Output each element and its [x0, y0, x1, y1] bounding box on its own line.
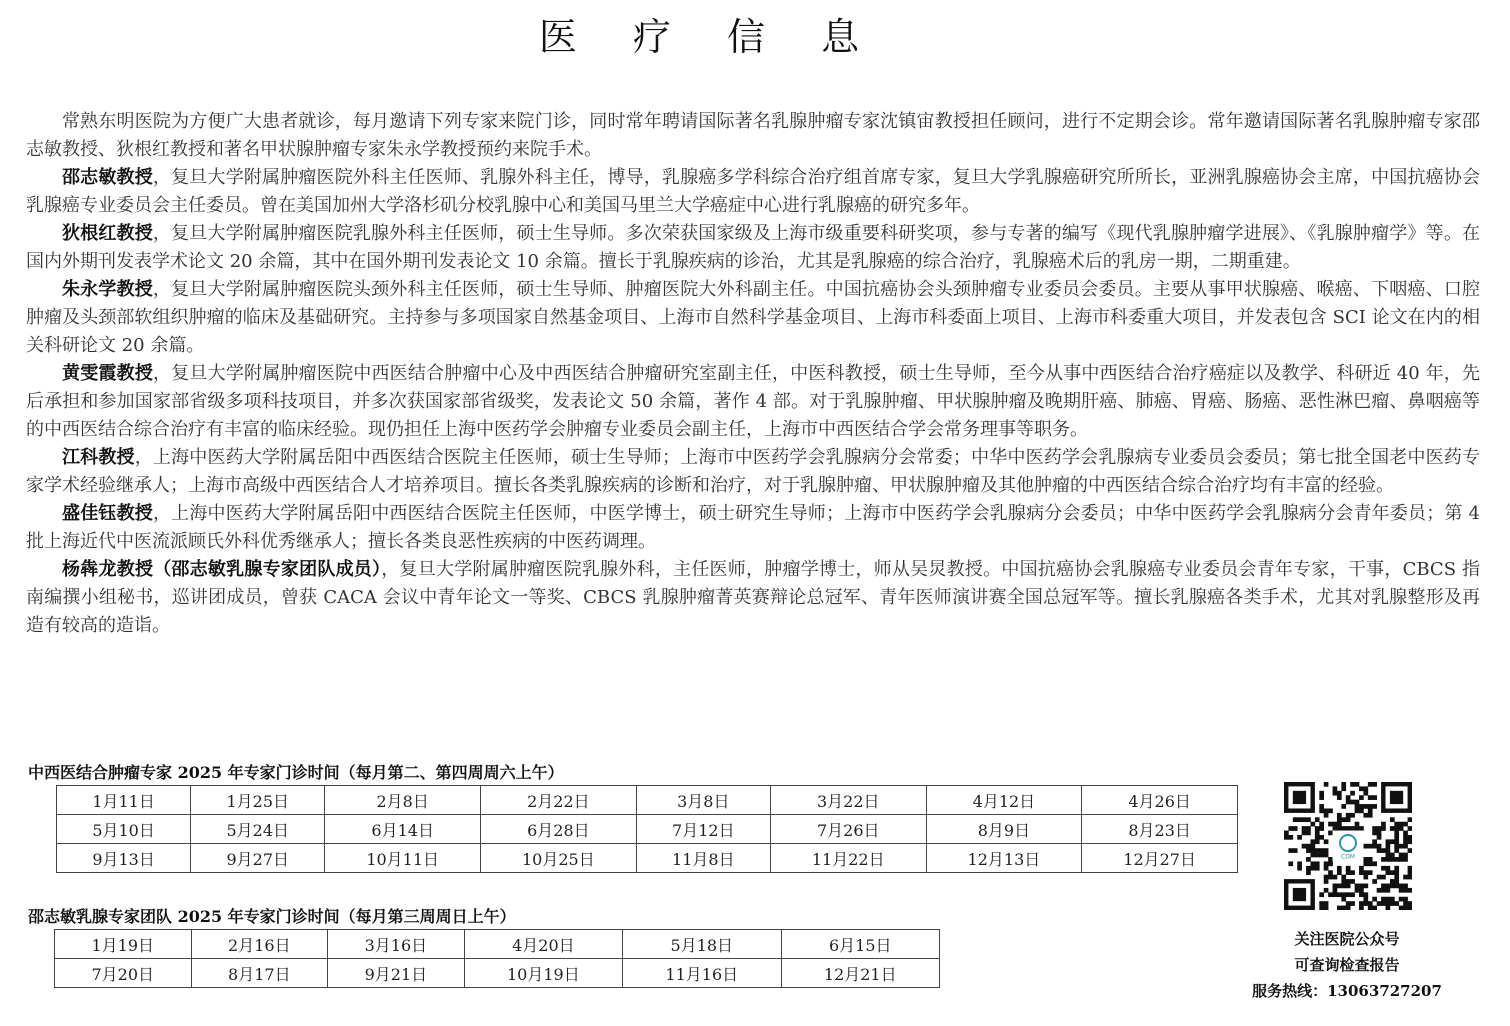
- schedule-date-cell: 1月19日: [55, 930, 192, 959]
- schedule-date-cell: 10月25日: [481, 844, 637, 873]
- body-text: [26, 108, 1480, 640]
- expert-desc: ，上海中医药大学附属岳阳中西医结合医院主任医师，硕士生导师；上海市中医药学会乳腺病分会常委；中华中医药学会乳腺病专业委员会委员；第七批全国老中医药专家学术经验继承人；上海市高级中西医结合人才培养项目。擅长各类乳腺疾病的诊断和治疗，对于乳腺肿瘤、甲状腺肿瘤及其他肿瘤的中西医结合综合治疗均有丰富的经验。: [26, 447, 1480, 496]
- schedule-date-cell: 1月25日: [191, 786, 325, 815]
- expert-desc: ，复旦大学附属肿瘤医院乳腺外科主任医师，硕士生导师。多次荣获国家级及上海市级重要科研奖项，参与专著的编写《现代乳腺肿瘤学进展》、《乳腺肿瘤学》等。在国内外期刊发表学术论文 20 余篇，其中在国外期刊发表论文 10 余篇。擅长于乳腺疾病的诊治，尤其是乳腺癌的综合治疗，乳腺癌术后的乳房一期，二期重建。: [26, 223, 1481, 272]
- schedule-date-cell: 12月27日: [1082, 844, 1238, 873]
- expert-name: 朱永学教授: [62, 279, 153, 300]
- schedule-date-cell: 2月16日: [191, 930, 328, 959]
- schedule-date-cell: 12月13日: [926, 844, 1082, 873]
- schedule-date-cell: 6月14日: [325, 815, 481, 844]
- expert-paragraph: [26, 220, 1480, 276]
- schedule-date-cell: 3月16日: [328, 930, 465, 959]
- qr-caption-line1: 关注医院公众号: [1294, 930, 1400, 948]
- expert-name: 江科教授: [62, 447, 135, 468]
- schedule-date-cell: 12月21日: [781, 959, 939, 988]
- schedule-date-cell: 3月22日: [770, 786, 926, 815]
- qr-logo-label: CDM: [1341, 853, 1355, 861]
- expert-desc: ，复旦大学附属肿瘤医院外科主任医师、乳腺外科主任，博导，乳腺癌多学科综合治疗组首席专家，复旦大学乳腺癌研究所所长，亚洲乳腺癌协会主席，中国抗癌协会乳腺癌专业委员会主任委员。曾在美国加州大学洛杉矶分校乳腺中心和美国马里兰大学癌症中心进行乳腺癌的研究多年。: [26, 167, 1481, 216]
- expert-name: 狄根红教授: [62, 223, 153, 244]
- expert-desc: ，复旦大学附属肿瘤医院中西医结合肿瘤中心及中西医结合肿瘤研究室副主任，中医科教授，硕士生导师，至今从事中西医结合治疗癌症以及教学、科研近 40 年，先后承担和参加国家部省级多项科技项目，并多次获国家部省级奖，发表论文 50 余篇，著作 4 部。对于乳腺肿瘤、甲状腺肿瘤及晚期肝癌、肺癌、胃癌、肠癌、恶性淋巴瘤、鼻咽癌等的中西医结合综合治疗有丰富的临床经验。现仍担任上海中医药学会肿瘤专业委员会副主任，上海市中西医结合学会常务理事等职务。: [26, 363, 1481, 440]
- schedule-date-cell: 8月17日: [191, 959, 328, 988]
- expert-name: 黄雯霞教授: [62, 363, 154, 384]
- schedule-date-cell: 5月10日: [57, 815, 191, 844]
- expert-name: 盛佳钰教授: [62, 503, 153, 524]
- schedule-date-cell: 4月20日: [464, 930, 622, 959]
- schedule-date-cell: 7月12日: [636, 815, 770, 844]
- schedule-date-cell: 10月19日: [464, 959, 622, 988]
- intro-paragraph: 常熟东明医院为方便广大患者就诊，每月邀请下列专家来院门诊，同时常年聘请国际著名乳腺肿瘤专家沈镇宙教授担任顾问，进行不定期会诊。常年邀请国际著名乳腺肿瘤专家邵志敏教授、狄根红教授和著名甲状腺肿瘤专家朱永学教授预约来院手术。: [26, 111, 1480, 160]
- expert-name: 邵志敏教授: [62, 167, 153, 188]
- qr-code: [1284, 782, 1412, 910]
- expert-paragraph: [26, 444, 1480, 500]
- schedule-date-cell: 4月26日: [1082, 786, 1238, 815]
- schedule-date-cell: 3月8日: [636, 786, 770, 815]
- schedule-date-cell: 11月22日: [770, 844, 926, 873]
- expert-paragraph: [26, 500, 1480, 556]
- schedule-date-cell: 5月24日: [191, 815, 325, 844]
- expert-paragraph: [26, 360, 1480, 444]
- schedule-date-cell: 2月22日: [481, 786, 637, 815]
- schedule-row: [55, 959, 940, 988]
- schedule-row: [57, 786, 1238, 815]
- schedule-date-cell: 11月16日: [623, 959, 781, 988]
- schedule-date-cell: 4月12日: [926, 786, 1082, 815]
- qr-caption-line2: 可查询检查报告: [1294, 956, 1400, 974]
- schedule-date-cell: 9月27日: [191, 844, 325, 873]
- schedule-date-cell: 1月11日: [57, 786, 191, 815]
- schedule-date-cell: 8月9日: [926, 815, 1082, 844]
- schedule-row: [55, 930, 940, 959]
- expert-paragraph: [26, 164, 1480, 220]
- expert-desc: ，复旦大学附属肿瘤医院乳腺外科，主任医师，肿瘤学博士，师从吴炅教授。中国抗癌协会乳腺癌专业委员会青年专家，干事，CBCS 指南编撰小组秘书，巡讲团成员，曾获 CACA 会议中青年论文一等奖、CBCS 乳腺肿瘤菁英赛辩论总冠军、青年医师演讲赛全国总冠军等。擅长乳腺癌各类手术，尤其对乳腺整形及再造有较高的造诣。: [26, 559, 1480, 636]
- expert-desc: ，复旦大学附属肿瘤医院头颈外科主任医师，硕士生导师、肿瘤医院大外科副主任。中国抗癌协会头颈肿瘤专业委员会委员。主要从事甲状腺癌、喉癌、下咽癌、口腔肿瘤及头颈部软组织肿瘤的临床及基础研究。主持参与多项国家自然基金项目、上海市自然科学基金项目、上海市科委面上项目、上海市科委重大项目，并发表包含 SCI 论文在内的相关科研论文 20 余篇。: [26, 279, 1481, 356]
- hotline: 服务热线：13063727207: [1252, 982, 1442, 1000]
- expert-paragraph: [26, 276, 1480, 360]
- expert-paragraph: [26, 556, 1480, 640]
- expert-desc: ，上海中医药大学附属岳阳中西医结合医院主任医师，中医学博士，硕士研究生导师；上海市中医药学会乳腺病分会委员；中华中医药学会乳腺病分会青年委员；第 4 批上海近代中医流派顾氏外科优秀继承人；擅长各类良恶性疾病的中医药调理。: [26, 503, 1480, 552]
- schedule-date-cell: 9月13日: [57, 844, 191, 873]
- schedule2-caption: 邵志敏乳腺专家团队 2025 年专家门诊时间（每月第三周周日上午）: [28, 907, 516, 926]
- schedule-date-cell: 7月20日: [55, 959, 192, 988]
- expert-name: 杨犇龙教授（邵志敏乳腺专家团队成员）: [62, 559, 382, 580]
- schedule-date-cell: 9月21日: [328, 959, 465, 988]
- page-title: 医 疗 信 息: [538, 15, 882, 59]
- schedule-date-cell: 2月8日: [325, 786, 481, 815]
- schedule-date-cell: 7月26日: [770, 815, 926, 844]
- schedule-date-cell: 10月11日: [325, 844, 481, 873]
- schedule-date-cell: 5月18日: [623, 930, 781, 959]
- schedule-date-cell: 8月23日: [1082, 815, 1238, 844]
- schedule-date-cell: 6月28日: [481, 815, 637, 844]
- schedule2-table: [54, 929, 940, 988]
- schedule1-table: [56, 785, 1238, 873]
- schedule-row: [57, 815, 1238, 844]
- schedule-date-cell: 6月15日: [781, 930, 939, 959]
- qr-code-image: [1284, 782, 1412, 910]
- schedule-date-cell: 11月8日: [636, 844, 770, 873]
- schedule-row: [57, 844, 1238, 873]
- schedule1-caption: 中西医结合肿瘤专家 2025 年专家门诊时间（每月第二、第四周周六上午）: [28, 763, 564, 782]
